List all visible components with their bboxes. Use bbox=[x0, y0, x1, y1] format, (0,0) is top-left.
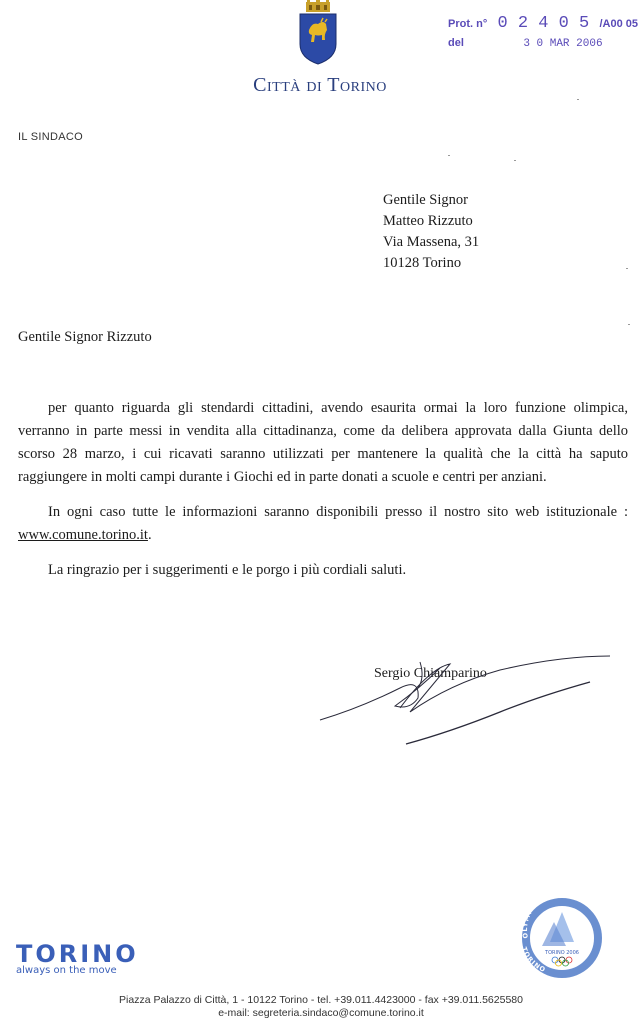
office-title: IL SINDACO bbox=[18, 131, 83, 143]
scan-speck bbox=[514, 160, 516, 161]
olympic-ring-text: OLYMPIC HOST CITY bbox=[521, 892, 591, 939]
torino-tagline: always on the move bbox=[16, 965, 117, 976]
torino-wordmark: TORINO bbox=[16, 940, 139, 968]
address-line: Gentile Signor bbox=[383, 192, 468, 208]
website-link[interactable]: www.comune.torino.it bbox=[18, 527, 148, 543]
svg-text:TORINO bbox=[520, 946, 547, 974]
prot-number: 0 2 4 0 5 bbox=[497, 14, 590, 33]
paragraph-text: In ogni caso tutte le informazioni saranno disponibili presso il nostro sito web istituzionale : bbox=[48, 504, 628, 520]
date-label: del bbox=[448, 37, 464, 49]
olympic-city-text: TORINO bbox=[520, 945, 548, 975]
protocol-stamp bbox=[448, 14, 638, 50]
signatory-name: Sergio Chiamparino bbox=[374, 666, 487, 681]
footer-email: e-mail: segreteria.sindaco@comune.torino.it bbox=[218, 1007, 424, 1019]
scan-speck bbox=[628, 324, 630, 325]
torino-logo bbox=[16, 940, 139, 976]
address-line: Via Massena, 31 bbox=[383, 234, 480, 250]
olympic-host-city-seal bbox=[514, 892, 610, 978]
address-line: 10128 Torino bbox=[383, 255, 462, 271]
coat-of-arms-icon bbox=[296, 0, 340, 66]
recipient-address bbox=[383, 190, 479, 274]
footer-address: Piazza Palazzo di Città, 1 - 10122 Torino - tel. +39.011.4423000 - fax +39.011.5625580 bbox=[119, 994, 523, 1006]
scan-speck bbox=[626, 268, 628, 269]
paragraph: La ringrazio per i suggerimenti e le porgo i più cordiali saluti. bbox=[48, 562, 407, 578]
paragraph-end: . bbox=[147, 527, 152, 543]
paragraph: per quanto riguarda gli stendardi cittadini, avendo esaurita ormai la loro funzione olimpica, verranno in parte messi in vendita alla cittadinanza, come da delibera approvata dalla Giunta dello scorso 28 marzo, i cui ricavati saranno utilizzati per mantenere la qualità che la città ha saputo raggiungere in molti campi durante i Giochi ed in parte donati a scuole e centri per anziani. bbox=[18, 400, 628, 485]
stamp-row-number bbox=[448, 14, 638, 33]
scan-speck bbox=[448, 155, 450, 156]
prot-code: /A00 05 bbox=[599, 18, 638, 30]
scan-speck bbox=[577, 99, 579, 100]
letter-body bbox=[18, 397, 628, 594]
letterhead-footer bbox=[0, 994, 642, 1020]
prot-label: Prot. n° bbox=[448, 18, 488, 30]
olympic-games-text: TORINO 2006 bbox=[545, 950, 579, 956]
stamp-date: 3 0 MAR 2006 bbox=[523, 38, 603, 50]
handwritten-signature bbox=[300, 648, 630, 748]
address-line: Matteo Rizzuto bbox=[383, 213, 473, 229]
city-name: Città di Torino bbox=[253, 74, 387, 96]
stamp-row-date bbox=[448, 37, 638, 50]
salutation: Gentile Signor Rizzuto bbox=[18, 329, 152, 345]
paragraph bbox=[18, 501, 628, 547]
